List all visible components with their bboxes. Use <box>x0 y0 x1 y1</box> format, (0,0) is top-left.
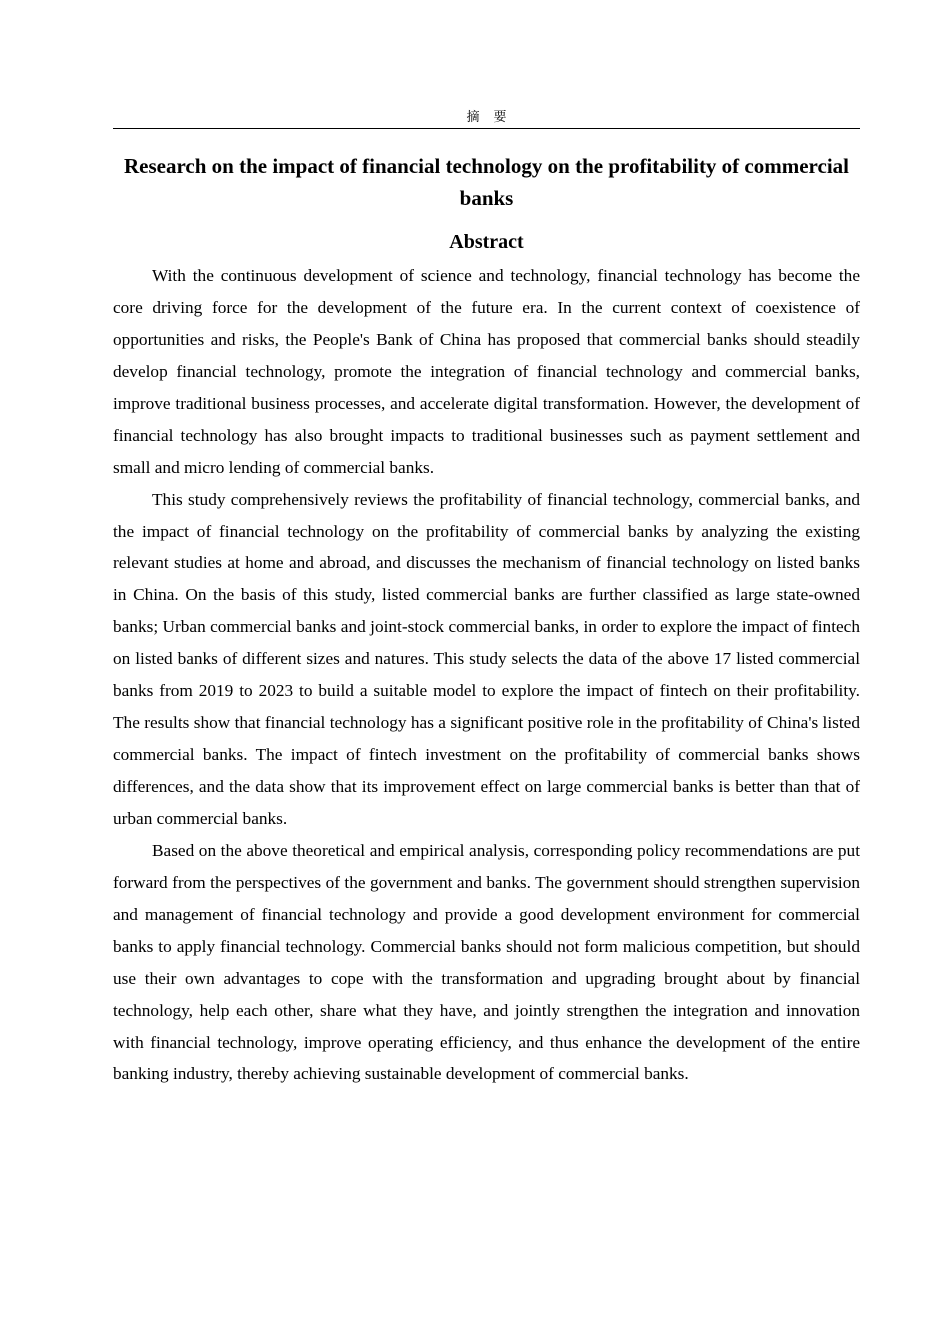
abstract-paragraph-2: This study comprehensively reviews the profitability of financial technology, commercial banks, and the impact of financial technology on the profitability of commercial banks by analyzing the existing relevant studies at home and abroad, and discusses the mechanism of financial technology on listed banks in China. On the basis of this study, listed commercial banks are further classified as large state-owned banks; Urban commercial banks and joint-stock commercial banks, in order to explore the impact of fintech on listed banks of different sizes and natures. This study selects the data of the above 17 listed commercial banks from 2019 to 2023 to build a suitable model to explore the impact of fintech on their profitability. The results show that financial technology has a significant positive role in the profitability of China's listed commercial banks. The impact of fintech investment on the profitability of commercial banks shows differences, and the data show that its improvement effect on large commercial banks is better than that of urban commercial banks. <box>113 489 860 828</box>
abstract-paragraph-3: Based on the above theoretical and empirical analysis, corresponding policy recommendations are put forward from the perspectives of the government and banks. The government should strengthen supervision and management of financial technology and provide a good development environment for commercial banks to apply financial technology. Commercial banks should not form malicious competition, but should use their own advantages to cope with the transformation and upgrading brought about by financial technology, help each other, share what they have, and jointly strengthen the integration and innovation with financial technology, improve operating efficiency, and thus enhance the development of the entire banking industry, thereby achieving sustainable development of commercial banks. <box>113 840 860 1084</box>
document-title: Research on the impact of financial technology on the profitability of commercial banks <box>123 154 849 210</box>
running-header: 摘要 <box>466 109 521 124</box>
header-rule <box>113 128 860 129</box>
abstract-heading: Abstract <box>449 231 524 253</box>
abstract-body <box>113 260 860 1090</box>
abstract-paragraph-1: With the continuous development of science and technology, financial technology has become the core driving force for the development of the future era. In the current context of coexistence of opportunities and risks, the People's Bank of China has proposed that commercial banks should steadily develop financial technology, promote the integration of financial technology and commercial banks, improve traditional business processes, and accelerate digital transformation. However, the development of financial technology has also brought impacts to traditional businesses such as payment settlement and small and micro lending of commercial banks. <box>113 266 860 477</box>
